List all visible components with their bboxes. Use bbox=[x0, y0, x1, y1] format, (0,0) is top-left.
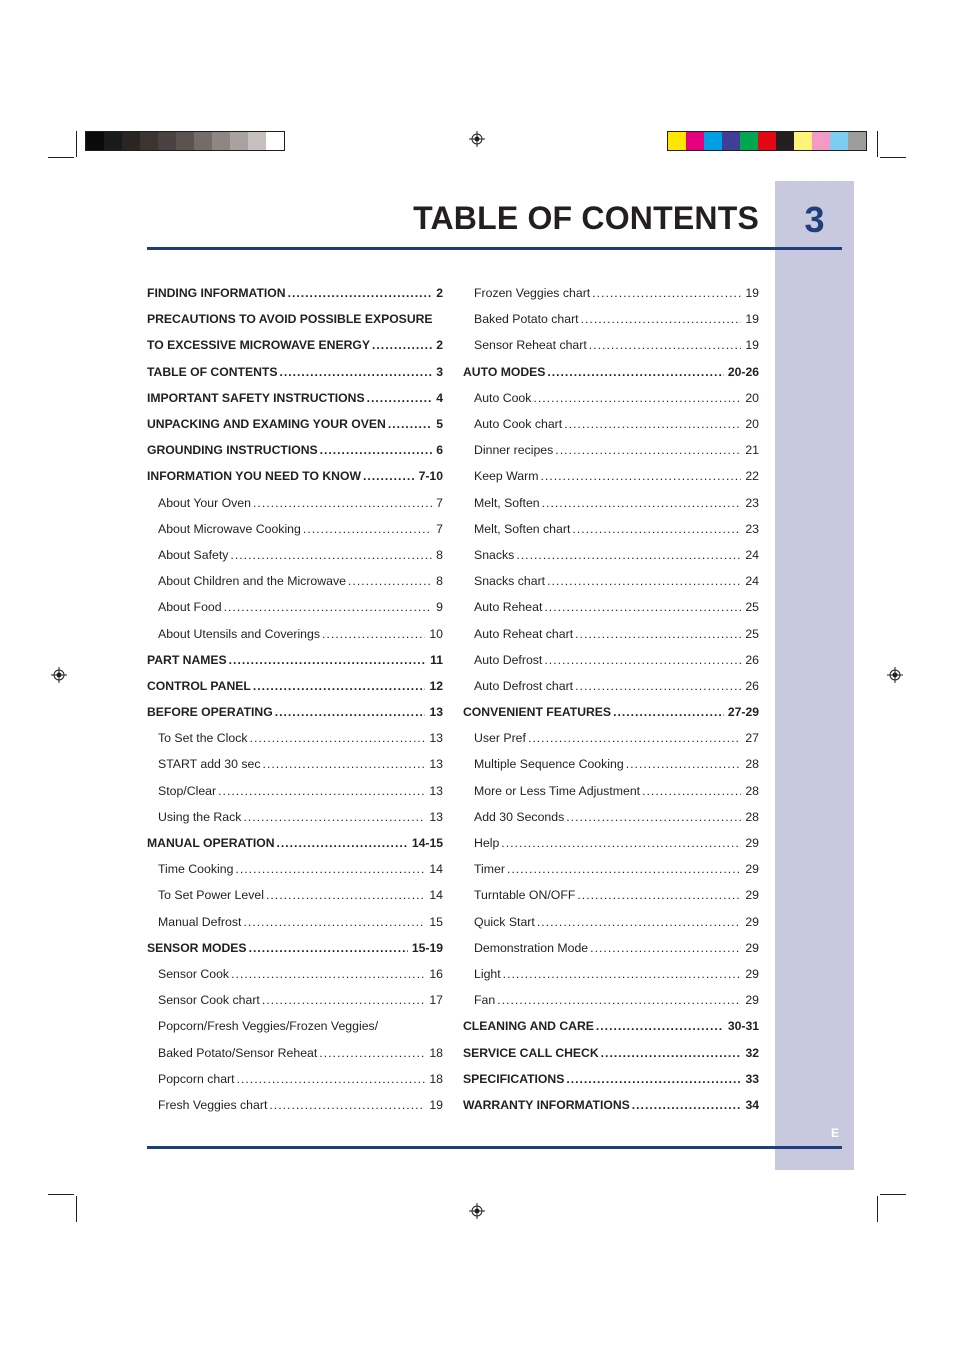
toc-entry-page: 18 bbox=[429, 1071, 443, 1086]
toc-entry-label: CONTROL PANEL bbox=[147, 678, 251, 693]
toc-entry[interactable] bbox=[463, 594, 759, 620]
toc-entry-page: 11 bbox=[430, 652, 443, 667]
chapter-sidebar bbox=[775, 181, 854, 1170]
toc-entry[interactable] bbox=[147, 751, 443, 777]
toc-leader-dots bbox=[224, 600, 433, 614]
page-title: TABLE OF CONTENTS bbox=[413, 200, 759, 236]
toc-leader-dots bbox=[263, 757, 426, 771]
crop-mark bbox=[880, 1194, 906, 1195]
toc-entry-page: 13 bbox=[429, 731, 443, 746]
toc-entry-page: 2 bbox=[436, 338, 443, 353]
toc-entry-page: 15 bbox=[429, 914, 443, 929]
toc-entry-page: 17 bbox=[429, 993, 443, 1008]
toc-leader-dots bbox=[592, 286, 741, 300]
color-swatch bbox=[176, 132, 194, 150]
toc-leader-dots bbox=[566, 1072, 741, 1086]
toc-leader-dots bbox=[537, 915, 741, 929]
toc-entry-label: Fan bbox=[474, 993, 496, 1008]
toc-leader-dots bbox=[275, 705, 426, 719]
toc-entry-label: BEFORE OPERATING bbox=[147, 705, 273, 720]
crop-mark bbox=[48, 157, 74, 158]
toc-entry-label: Demonstration Mode bbox=[474, 940, 589, 955]
toc-entry[interactable] bbox=[147, 856, 443, 882]
toc-entry-label: To Set the Clock bbox=[158, 731, 248, 746]
toc-entry-page: 13 bbox=[429, 705, 443, 720]
toc-entry-label: Baked Potato/Sensor Reheat bbox=[158, 1045, 318, 1060]
toc-entry-page: 29 bbox=[745, 993, 759, 1008]
toc-entry-label: MANUAL OPERATION bbox=[147, 836, 275, 851]
toc-entry[interactable] bbox=[463, 882, 759, 908]
toc-entry[interactable] bbox=[463, 411, 759, 437]
toc-entry-label: Sensor Reheat chart bbox=[474, 338, 587, 353]
toc-entry-page: 9 bbox=[436, 600, 443, 615]
toc-entry-label: GROUNDING INSTRUCTIONS bbox=[147, 443, 318, 458]
toc-entry[interactable] bbox=[147, 830, 443, 856]
toc-entry-label: Timer bbox=[474, 862, 505, 877]
toc-entry-label: TO EXCESSIVE MICROWAVE ENERGY bbox=[147, 338, 371, 353]
toc-entry-label: Add 30 Seconds bbox=[474, 809, 565, 824]
toc-leader-dots bbox=[231, 967, 425, 981]
toc-entry[interactable] bbox=[463, 568, 759, 594]
toc-entry[interactable] bbox=[147, 1066, 443, 1092]
color-swatch bbox=[230, 132, 248, 150]
toc-leader-dots bbox=[388, 417, 432, 431]
toc-leader-dots bbox=[547, 365, 723, 379]
toc-entry-label: CLEANING AND CARE bbox=[463, 1019, 594, 1034]
toc-entry[interactable] bbox=[463, 490, 759, 516]
toc-leader-dots bbox=[230, 548, 432, 562]
toc-entry-page: 22 bbox=[745, 469, 759, 484]
toc-entry[interactable] bbox=[463, 909, 759, 935]
toc-entry-page: 6 bbox=[436, 443, 443, 458]
toc-leader-dots bbox=[266, 888, 425, 902]
crop-mark bbox=[880, 157, 906, 158]
color-swatch bbox=[758, 132, 776, 150]
toc-entry-page: 28 bbox=[745, 783, 759, 798]
registration-mark-icon bbox=[51, 667, 67, 683]
toc-entry-label: More or Less Time Adjustment bbox=[474, 783, 641, 798]
toc-entry-label: WARRANTY INFORMATIONS bbox=[463, 1097, 630, 1112]
toc-leader-dots bbox=[497, 993, 741, 1007]
toc-entry-label: UNPACKING AND EXAMING YOUR OVEN bbox=[147, 417, 386, 432]
toc-entry[interactable] bbox=[147, 411, 443, 437]
toc-leader-dots bbox=[575, 679, 741, 693]
toc-entry-label: Sensor Cook chart bbox=[158, 993, 260, 1008]
toc-entry-page: 27-29 bbox=[727, 705, 759, 720]
toc-entry[interactable] bbox=[463, 1092, 759, 1118]
toc-entry[interactable] bbox=[463, 647, 759, 673]
toc-leader-dots bbox=[590, 941, 741, 955]
toc-leader-dots bbox=[555, 443, 741, 457]
toc-entry[interactable] bbox=[463, 778, 759, 804]
toc-leader-dots bbox=[372, 338, 432, 352]
crop-mark bbox=[76, 1196, 77, 1222]
toc-entry-page: 14 bbox=[429, 862, 443, 877]
toc-entry[interactable] bbox=[147, 385, 443, 411]
toc-leader-dots bbox=[544, 600, 741, 614]
toc-entry[interactable] bbox=[147, 804, 443, 830]
color-swatch bbox=[686, 132, 704, 150]
toc-entry[interactable] bbox=[147, 882, 443, 908]
toc-entry[interactable] bbox=[147, 1039, 443, 1065]
color-swatch bbox=[830, 132, 848, 150]
toc-leader-dots bbox=[566, 810, 741, 824]
toc-entry-label: User Pref bbox=[474, 731, 526, 746]
toc-leader-dots bbox=[613, 705, 724, 719]
toc-entry-label: IMPORTANT SAFETY INSTRUCTIONS bbox=[147, 390, 365, 405]
toc-leader-dots bbox=[249, 941, 408, 955]
toc-entry[interactable] bbox=[463, 516, 759, 542]
toc-entry[interactable] bbox=[147, 542, 443, 568]
toc-leader-dots bbox=[322, 627, 425, 641]
toc-entry[interactable] bbox=[463, 699, 759, 725]
toc-entry-label: Dinner recipes bbox=[474, 443, 554, 458]
title-rule bbox=[147, 247, 842, 250]
toc-entry[interactable] bbox=[463, 804, 759, 830]
toc-entry-page: 23 bbox=[745, 521, 759, 536]
toc-entry[interactable] bbox=[463, 1013, 759, 1039]
toc-entry-page: 13 bbox=[429, 757, 443, 772]
toc-leader-dots bbox=[547, 574, 741, 588]
toc-entry-page: 18 bbox=[429, 1045, 443, 1060]
toc-entry[interactable] bbox=[463, 935, 759, 961]
registration-mark-icon bbox=[469, 1203, 485, 1219]
toc-entry-label: Sensor Cook bbox=[158, 966, 230, 981]
color-swatch bbox=[212, 132, 230, 150]
language-tab: E bbox=[831, 1126, 840, 1140]
toc-entry-label: Auto Reheat bbox=[474, 600, 543, 615]
toc-leader-dots bbox=[581, 312, 742, 326]
toc-leader-dots bbox=[250, 731, 426, 745]
toc-entry-label: Keep Warm bbox=[474, 469, 539, 484]
crop-mark bbox=[76, 131, 77, 157]
toc-leader-dots bbox=[589, 338, 742, 352]
toc-entry-page: 20 bbox=[745, 417, 759, 432]
toc-entry-label: FINDING INFORMATION bbox=[147, 286, 286, 301]
toc-entry[interactable] bbox=[147, 359, 443, 385]
toc-entry-page: 26 bbox=[745, 678, 759, 693]
toc-entry-page: 32 bbox=[745, 1045, 759, 1060]
toc-leader-dots bbox=[632, 1098, 742, 1112]
toc-entry-label: Auto Reheat chart bbox=[474, 626, 574, 641]
toc-leader-dots bbox=[544, 653, 741, 667]
toc-entry-label: Popcorn/Fresh Veggies/Frozen Veggies/ bbox=[158, 1019, 379, 1034]
color-swatch bbox=[740, 132, 758, 150]
toc-leader-dots bbox=[279, 365, 432, 379]
toc-entry-label: PART NAMES bbox=[147, 652, 227, 667]
toc-entry[interactable] bbox=[147, 778, 443, 804]
toc-entry-page: 21 bbox=[745, 443, 759, 458]
toc-entry[interactable] bbox=[147, 594, 443, 620]
toc-entry-label: Time Cooking bbox=[158, 862, 234, 877]
toc-leader-dots bbox=[516, 548, 741, 562]
toc-leader-dots bbox=[642, 784, 741, 798]
toc-entry[interactable] bbox=[463, 280, 759, 306]
toc-leader-dots bbox=[596, 1019, 724, 1033]
color-swatch bbox=[122, 132, 140, 150]
toc-entry-page: 20 bbox=[745, 390, 759, 405]
toc-entry-page: 14 bbox=[429, 888, 443, 903]
toc-leader-dots bbox=[533, 391, 741, 405]
toc-entry-label: PRECAUTIONS TO AVOID POSSIBLE EXPOSURE bbox=[147, 312, 433, 327]
toc-entry-label: Auto Cook bbox=[474, 390, 532, 405]
toc-entry[interactable] bbox=[147, 909, 443, 935]
toc-entry-label: Auto Defrost bbox=[474, 652, 543, 667]
toc-entry[interactable] bbox=[147, 935, 443, 961]
toc-entry[interactable] bbox=[147, 568, 443, 594]
toc-entry-page: 7-10 bbox=[418, 469, 443, 484]
registration-mark-icon bbox=[887, 667, 903, 683]
toc-entry-label: START add 30 sec bbox=[158, 757, 261, 772]
toc-entry-page: 19 bbox=[745, 312, 759, 327]
toc-entry-page: 15-19 bbox=[411, 940, 443, 955]
toc-entry[interactable] bbox=[147, 647, 443, 673]
toc-entry-label: CONVENIENT FEATURES bbox=[463, 705, 612, 720]
toc-entry-label: To Set Power Level bbox=[158, 888, 264, 903]
toc-entry-page: 29 bbox=[745, 862, 759, 877]
toc-right-column bbox=[463, 280, 759, 1118]
color-swatch bbox=[848, 132, 866, 150]
color-swatch bbox=[104, 132, 122, 150]
toc-entry-label: About Your Oven bbox=[158, 495, 251, 510]
toc-entry-label: Snacks bbox=[474, 547, 515, 562]
toc-entry-page: 5 bbox=[436, 417, 443, 432]
toc-entry[interactable] bbox=[147, 463, 443, 489]
toc-entry-label: About Food bbox=[158, 600, 222, 615]
toc-leader-dots bbox=[542, 496, 742, 510]
toc-entry-label: Frozen Veggies chart bbox=[474, 286, 591, 301]
toc-entry[interactable] bbox=[463, 987, 759, 1013]
toc-leader-dots bbox=[540, 469, 741, 483]
toc-entry[interactable] bbox=[463, 359, 759, 385]
color-swatch bbox=[776, 132, 794, 150]
bottom-rule bbox=[147, 1146, 842, 1149]
toc-entry-label: Auto Defrost chart bbox=[474, 678, 574, 693]
toc-leader-dots bbox=[363, 469, 415, 483]
toc-entry-page: 29 bbox=[745, 888, 759, 903]
toc-entry-page: 19 bbox=[429, 1097, 443, 1112]
toc-leader-dots bbox=[507, 862, 741, 876]
toc-entry[interactable] bbox=[147, 1092, 443, 1118]
toc-entry[interactable] bbox=[147, 673, 443, 699]
toc-entry-page: 28 bbox=[745, 757, 759, 772]
toc-entry-label: Popcorn chart bbox=[158, 1071, 235, 1086]
toc-entry[interactable] bbox=[463, 725, 759, 751]
toc-entry-label: Manual Defrost bbox=[158, 914, 242, 929]
toc-entry-page: 30-31 bbox=[727, 1019, 759, 1034]
toc-leader-dots bbox=[367, 391, 433, 405]
toc-entry[interactable] bbox=[147, 490, 443, 516]
toc-entry[interactable] bbox=[147, 437, 443, 463]
color-swatch bbox=[266, 132, 284, 150]
toc-entry[interactable] bbox=[463, 751, 759, 777]
color-swatch bbox=[668, 132, 686, 150]
color-swatch bbox=[794, 132, 812, 150]
toc-entry-page: 23 bbox=[745, 495, 759, 510]
toc-entry-page: 28 bbox=[745, 809, 759, 824]
toc-entry-label: INFORMATION YOU NEED TO KNOW bbox=[147, 469, 361, 484]
toc-leader-dots bbox=[626, 757, 742, 771]
color-swatch bbox=[158, 132, 176, 150]
toc-entry[interactable] bbox=[463, 856, 759, 882]
toc-entry-label: Fresh Veggies chart bbox=[158, 1097, 268, 1112]
toc-entry-page: 19 bbox=[745, 338, 759, 353]
toc-entry[interactable] bbox=[463, 673, 759, 699]
color-swatch bbox=[812, 132, 830, 150]
toc-entry-label: Auto Cook chart bbox=[474, 417, 563, 432]
toc-entry-page: 19 bbox=[745, 286, 759, 301]
toc-entry-label: AUTO MODES bbox=[463, 364, 546, 379]
toc-entry-label: SENSOR MODES bbox=[147, 940, 247, 955]
toc-entry-page: 14-15 bbox=[411, 836, 443, 851]
toc-entry-page: 7 bbox=[436, 521, 443, 536]
toc-entry[interactable] bbox=[463, 437, 759, 463]
color-swatch bbox=[194, 132, 212, 150]
toc-entry-page: 26 bbox=[745, 652, 759, 667]
toc-leader-dots bbox=[243, 810, 425, 824]
toc-entry[interactable] bbox=[463, 830, 759, 856]
toc-entry-page: 12 bbox=[429, 678, 443, 693]
toc-leader-dots bbox=[528, 731, 741, 745]
toc-entry[interactable] bbox=[147, 280, 443, 306]
toc-entry[interactable] bbox=[147, 332, 443, 358]
toc-entry-label: Multiple Sequence Cooking bbox=[474, 757, 624, 772]
toc-entry-label: Baked Potato chart bbox=[474, 312, 579, 327]
gray-color-bar bbox=[85, 131, 285, 151]
toc-entry-page: 29 bbox=[745, 966, 759, 981]
toc-entry[interactable] bbox=[463, 463, 759, 489]
toc-leader-dots bbox=[269, 1098, 425, 1112]
toc-entry-label: Turntable ON/OFF bbox=[474, 888, 576, 903]
color-swatch bbox=[86, 132, 104, 150]
toc-entry-page: 8 bbox=[436, 574, 443, 589]
toc-leader-dots bbox=[243, 915, 425, 929]
toc-entry-page: 13 bbox=[429, 783, 443, 798]
toc-entry-page: 29 bbox=[745, 836, 759, 851]
toc-entry-page: 24 bbox=[745, 574, 759, 589]
toc-entry[interactable] bbox=[147, 1013, 443, 1039]
toc-entry-label: About Safety bbox=[158, 547, 229, 562]
toc-leader-dots bbox=[320, 443, 433, 457]
toc-entry-page: 3 bbox=[436, 364, 443, 379]
crop-mark bbox=[877, 1196, 878, 1222]
toc-entry[interactable] bbox=[463, 385, 759, 411]
toc-leader-dots bbox=[235, 862, 425, 876]
toc-entry-label: Melt, Soften bbox=[474, 495, 540, 510]
toc-leader-dots bbox=[253, 496, 432, 510]
toc-entry-label: Using the Rack bbox=[158, 809, 242, 824]
toc-entry[interactable] bbox=[147, 725, 443, 751]
toc-entry[interactable] bbox=[463, 306, 759, 332]
toc-leader-dots bbox=[503, 967, 742, 981]
toc-leader-dots bbox=[229, 653, 426, 667]
toc-entry-page: 2 bbox=[436, 286, 443, 301]
toc-entry-page: 4 bbox=[436, 390, 443, 405]
toc-entry-page: 13 bbox=[429, 809, 443, 824]
toc-entry-page: 27 bbox=[745, 731, 759, 746]
toc-leader-dots bbox=[575, 627, 741, 641]
toc-leader-dots bbox=[319, 1046, 425, 1060]
toc-leader-dots bbox=[262, 993, 425, 1007]
toc-leader-dots bbox=[572, 522, 741, 536]
toc-entry-page: 10 bbox=[429, 626, 443, 641]
toc-entry[interactable] bbox=[147, 516, 443, 542]
color-swatch bbox=[248, 132, 266, 150]
toc-entry-label: Melt, Soften chart bbox=[474, 521, 571, 536]
toc-entry-page: 7 bbox=[436, 495, 443, 510]
toc-entry-page: 16 bbox=[429, 966, 443, 981]
toc-entry[interactable] bbox=[463, 1066, 759, 1092]
process-color-bar bbox=[667, 131, 867, 151]
registration-mark-icon bbox=[469, 131, 485, 147]
toc-entry-label: SERVICE CALL CHECK bbox=[463, 1045, 599, 1060]
toc-entry-page: 29 bbox=[745, 940, 759, 955]
toc-leader-dots bbox=[218, 784, 425, 798]
toc-entry[interactable] bbox=[147, 620, 443, 646]
color-swatch bbox=[722, 132, 740, 150]
toc-entry-label: Light bbox=[474, 966, 501, 981]
toc-entry-page: 34 bbox=[745, 1097, 759, 1112]
toc-entry-label: Help bbox=[474, 836, 500, 851]
toc-entry[interactable] bbox=[463, 332, 759, 358]
toc-entry-label: About Utensils and Coverings bbox=[158, 626, 320, 641]
toc-leader-dots bbox=[601, 1046, 742, 1060]
toc-entry[interactable] bbox=[147, 987, 443, 1013]
toc-entry[interactable] bbox=[463, 542, 759, 568]
toc-entry-label: Quick Start bbox=[474, 914, 535, 929]
toc-entry-label: TABLE OF CONTENTS bbox=[147, 364, 278, 379]
toc-entry-page: 25 bbox=[745, 600, 759, 615]
toc-entry[interactable] bbox=[463, 961, 759, 987]
color-swatch bbox=[704, 132, 722, 150]
toc-entry[interactable] bbox=[147, 961, 443, 987]
page-number: 3 bbox=[804, 199, 825, 240]
toc-entry-page: 8 bbox=[436, 547, 443, 562]
toc-entry-page: 25 bbox=[745, 626, 759, 641]
toc-entry-label: Stop/Clear bbox=[158, 783, 217, 798]
toc-leader-dots bbox=[237, 1072, 426, 1086]
toc-left-column bbox=[147, 280, 443, 1118]
toc-entry[interactable] bbox=[463, 620, 759, 646]
crop-mark bbox=[48, 1194, 74, 1195]
crop-mark bbox=[877, 131, 878, 157]
toc-leader-dots bbox=[277, 836, 408, 850]
toc-entry[interactable] bbox=[147, 699, 443, 725]
toc-leader-dots bbox=[288, 286, 433, 300]
toc-leader-dots bbox=[303, 522, 432, 536]
toc-entry-page: 24 bbox=[745, 547, 759, 562]
toc-entry-label: About Children and the Microwave bbox=[158, 574, 346, 589]
toc-entry-page: 33 bbox=[745, 1071, 759, 1086]
toc-entry-page: 20-26 bbox=[727, 364, 759, 379]
toc-leader-dots bbox=[348, 574, 432, 588]
toc-entry-label: SPECIFICATIONS bbox=[463, 1071, 565, 1086]
toc-leader-dots bbox=[564, 417, 741, 431]
toc-leader-dots bbox=[501, 836, 741, 850]
toc-leader-dots bbox=[253, 679, 426, 693]
color-swatch bbox=[140, 132, 158, 150]
toc-entry-label: About Microwave Cooking bbox=[158, 521, 301, 536]
toc-entry-label: Snacks chart bbox=[474, 574, 546, 589]
toc-entry[interactable] bbox=[147, 306, 443, 332]
toc-entry[interactable] bbox=[463, 1039, 759, 1065]
toc-entry-page: 29 bbox=[745, 914, 759, 929]
toc-leader-dots bbox=[577, 888, 741, 902]
